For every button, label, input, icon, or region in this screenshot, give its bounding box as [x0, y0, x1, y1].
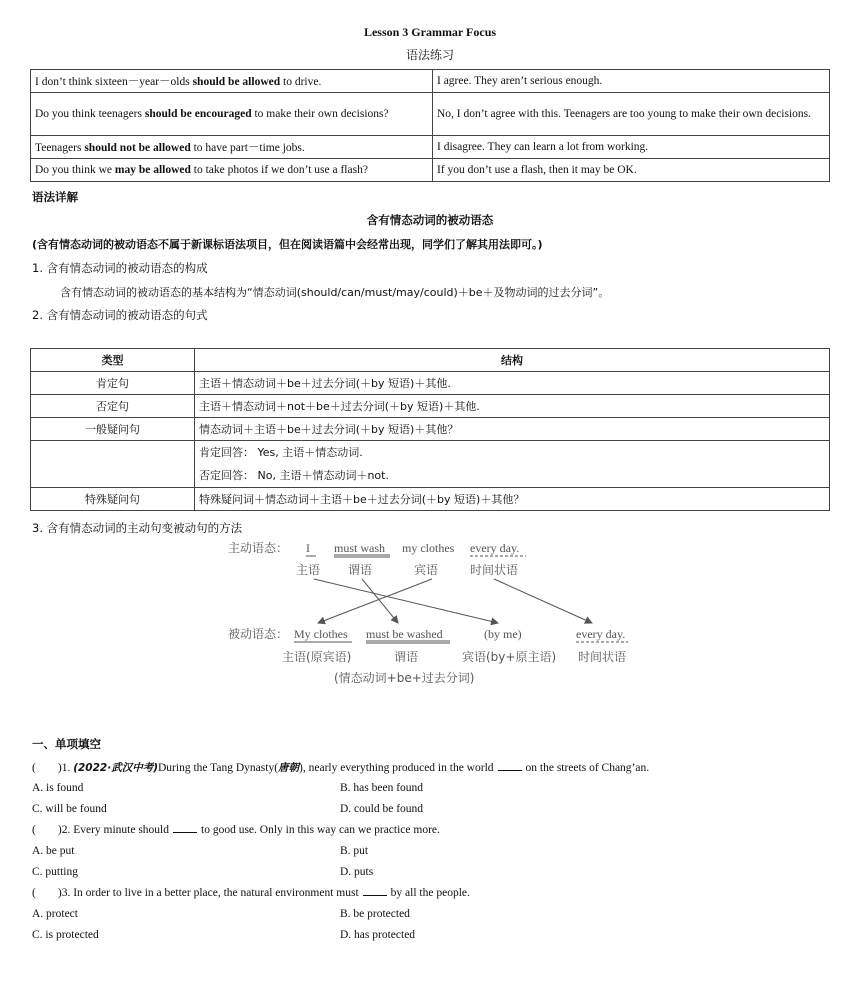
point-1-body: 含有情态动词的被动语态的基本结构为“情态动词(should/can/must/may/could)＋be＋及物动词的过去分词”。 [60, 286, 610, 299]
question-2: ( )2. Every minute should to good use. Only in this way can we practice more. [32, 824, 440, 836]
grammar-heading: 语法详解 [32, 190, 78, 204]
option-b[interactable]: B. be protected [340, 908, 410, 920]
question-3: ( )3. In order to live in a better place, the natural environment must by all the people. [32, 887, 470, 899]
passive-role: 时间状语 [578, 650, 627, 664]
example-response: If you don’t use a flash, then it may be OK. [433, 159, 830, 182]
fill-blank [173, 832, 197, 833]
type-cell: 肯定句 [31, 372, 195, 395]
active-role: 时间状语 [470, 563, 519, 577]
table-row [31, 70, 830, 93]
option-a[interactable]: A. be put [32, 845, 75, 857]
table-row [31, 418, 830, 441]
table-header-row [31, 349, 830, 372]
structure-cell: 肯定回答： Yes, 主语＋情态动词. 否定回答： No, 主语＋情态动词＋not. [195, 441, 830, 488]
example-sentence: Do you think teenagers should be encouraged to make their own decisions? [31, 93, 433, 136]
type-cell: 一般疑问句 [31, 418, 195, 441]
page-subtitle: 语法练习 [405, 48, 454, 62]
active-role: 主语 [296, 563, 321, 577]
page-title: Lesson 3 Grammar Focus [363, 25, 497, 39]
example-sentence: Do you think we may be allowed to take photos if we don’t use a flash? [31, 159, 433, 182]
type-cell: 特殊疑问句 [31, 488, 195, 511]
exercise-heading: 一、单项填空 [32, 737, 101, 751]
option-d[interactable]: D. puts [340, 866, 374, 878]
active-word: I [306, 541, 310, 555]
example-response: No, I don’t agree with this. Teenagers are too young to make their own decisions. [433, 93, 830, 136]
active-word: my clothes [402, 541, 455, 555]
passive-role: 谓语 [394, 650, 419, 664]
passive-word: My clothes [294, 627, 348, 641]
example-response: I agree. They aren’t serious enough. [433, 70, 830, 93]
fill-blank [363, 895, 387, 896]
table-row [31, 159, 830, 182]
active-role: 谓语 [348, 563, 373, 577]
table-row [31, 395, 830, 418]
passive-voice-label: 被动语态： [228, 627, 289, 641]
active-voice-label: 主动语态： [228, 541, 289, 555]
type-cell [31, 441, 195, 488]
active-word: must wash [334, 541, 385, 555]
fill-blank [498, 770, 522, 771]
option-c[interactable]: C. will be found [32, 803, 107, 815]
column-header-structure: 结构 [195, 349, 830, 372]
structure-table [30, 348, 830, 511]
table-row [31, 93, 830, 136]
point-1: 1. 含有情态动词的被动语态的构成 [32, 261, 208, 275]
structure-cell: 情态动词＋主语＋be＋过去分词(＋by 短语)＋其他？ [195, 418, 830, 441]
type-cell: 否定句 [31, 395, 195, 418]
passive-word: (by me) [484, 627, 522, 641]
example-sentence: I don’t think sixteen－year－olds should be allowed to drive. [31, 70, 433, 93]
option-a[interactable]: A. protect [32, 908, 78, 920]
structure-cell: 特殊疑问词＋情态动词＋主语＋be＋过去分词(＋by 短语)＋其他？ [195, 488, 830, 511]
structure-cell: 主语＋情态动词＋not＋be＋过去分词(＋by 短语)＋其他. [195, 395, 830, 418]
passive-word: every day. [576, 627, 626, 641]
table-row [31, 441, 830, 488]
option-d[interactable]: D. has protected [340, 929, 416, 941]
active-role: 宾语 [414, 563, 439, 577]
option-c[interactable]: C. is protected [32, 929, 99, 941]
voice-conversion-diagram [222, 535, 642, 695]
column-header-type: 类型 [31, 349, 195, 372]
option-d[interactable]: D. could be found [340, 803, 424, 815]
table-row [31, 488, 830, 511]
examples-table [30, 69, 830, 182]
example-response: I disagree. They can learn a lot from working. [433, 136, 830, 159]
grammar-note: (含有情态动词的被动语态不属于新课标语法项目，但在阅读语篇中会经常出现，同学们了解其用法即可。) [32, 238, 543, 251]
example-sentence: Teenagers should not be allowed to have part－time jobs. [31, 136, 433, 159]
passive-role: 主语(原宾语) [282, 650, 352, 664]
option-b[interactable]: B. put [340, 845, 369, 857]
active-word: every day. [470, 541, 520, 555]
option-a[interactable]: A. is found [32, 782, 84, 794]
table-row [31, 372, 830, 395]
question-1: ( )1. (2022·武汉中考)During the Tang Dynasty(唐朝), nearly everything produced in the world on the streets of Chang’an. [32, 762, 650, 774]
grammar-title: 含有情态动词的被动语态 [366, 213, 494, 227]
table-row [31, 136, 830, 159]
passive-note: (情态动词+be+过去分词) [334, 671, 475, 685]
point-3: 3. 含有情态动词的主动句变被动句的方法 [32, 521, 243, 535]
passive-word: must be washed [366, 627, 443, 641]
option-b[interactable]: B. has been found [340, 782, 424, 794]
passive-role: 宾语(by+原主语) [462, 650, 557, 664]
structure-cell: 主语＋情态动词＋be＋过去分词(＋by 短语)＋其他. [195, 372, 830, 395]
point-2: 2. 含有情态动词的被动语态的句式 [32, 308, 208, 322]
option-c[interactable]: C. putting [32, 866, 79, 878]
